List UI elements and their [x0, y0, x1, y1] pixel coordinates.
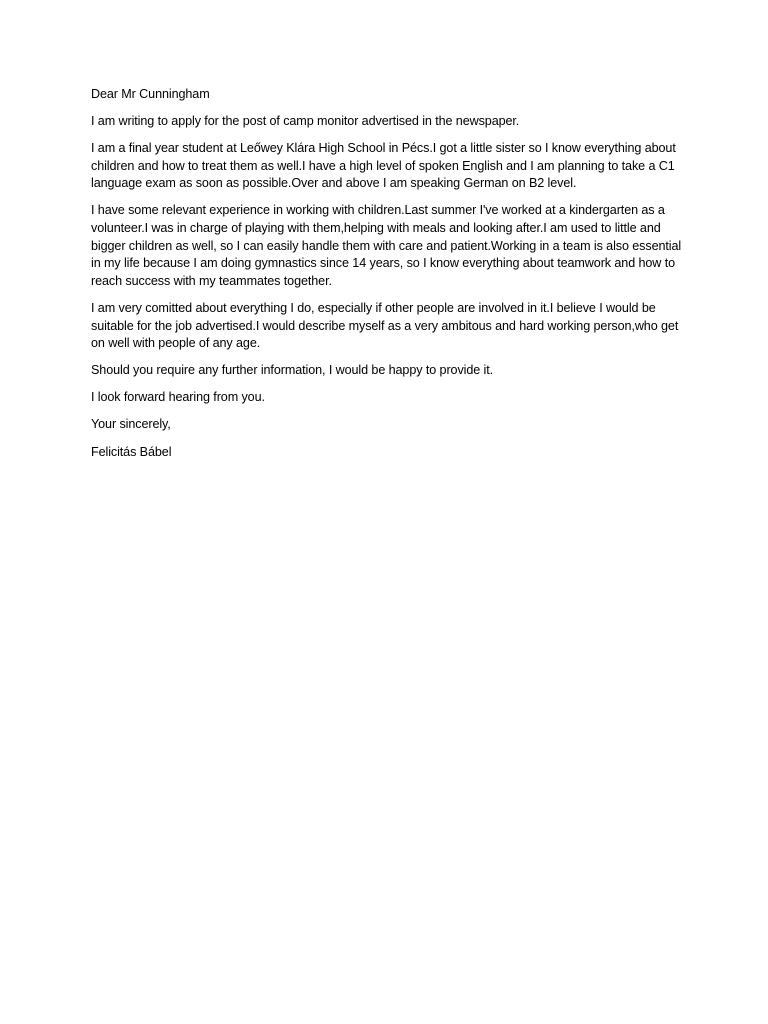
- paragraph-intro: I am writing to apply for the post of camp monitor advertised in the newspaper.: [91, 114, 520, 129]
- letter-document: [91, 86, 686, 471]
- paragraph-experience: I have some relevant experience in working with children.Last summer I've worked at a kindergarten as a volunteer.I was in charge of playing with them,helping with meals and looking after.I am used to little and bigger children as well, so I can easily handle them with care and patient.Working in a team is also essential in my life because I am doing gymnastics since 14 years, so I know everything about teamwork and how to reach success with my teammates together.: [91, 203, 682, 288]
- paragraph-further-info: Should you require any further information, I would be happy to provide it.: [91, 363, 494, 378]
- paragraph-qualities: I am very comitted about everything I do, especially if other people are involved in it.I believe I would be suitable for the job advertised.I would describe myself as a very ambitous and hard working person,who get on well with people of any age.: [91, 300, 679, 351]
- signature: Felicitás Bábel: [91, 444, 172, 459]
- paragraph-background: I am a final year student at Leőwey Klára High School in Pécs.I got a little sister so I know everything about children and how to treat them as well.I have a high level of spoken English and I am planning to take a C1 language exam as soon as possible.Over and above I am speaking German on B2 level.: [91, 141, 676, 191]
- salutation: Dear Mr Cunningham: [91, 87, 210, 101]
- paragraph-look-forward: I look forward hearing from you.: [91, 390, 265, 405]
- closing: Your sincerely,: [91, 417, 171, 432]
